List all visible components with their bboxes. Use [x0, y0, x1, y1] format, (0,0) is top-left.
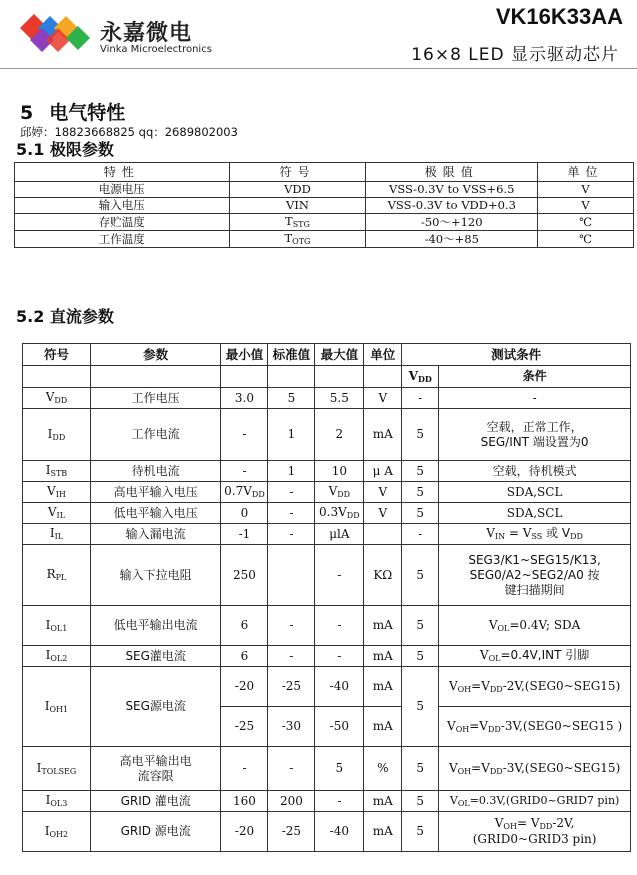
sym: I	[49, 526, 55, 540]
cell: 存贮温度	[15, 214, 230, 231]
cell: 5	[402, 461, 439, 482]
cell: mA	[364, 812, 402, 852]
sym: V	[47, 505, 57, 519]
cell: -	[221, 747, 268, 791]
cell	[439, 646, 631, 667]
cond-part: -2V,(SEG0~SEG15)	[502, 678, 621, 693]
sym-sub: TOLSEG	[41, 766, 77, 776]
cell: 5	[402, 545, 439, 606]
cell: -40～+85	[366, 231, 538, 248]
table-row	[23, 388, 631, 409]
cell: VSS-0.3V to VDD+0.3	[366, 198, 538, 214]
brand-name-en: Vinka Microelectronics	[100, 44, 212, 55]
sym-sub: DD	[417, 374, 432, 384]
cond-line: SEG0/A2~SEG2/A0 按	[469, 567, 600, 582]
col-header: 符号	[229, 163, 366, 182]
col-header: 标准值	[268, 344, 315, 366]
sym-sub: DD	[54, 396, 68, 405]
cell: 输入下拉电阻	[90, 545, 221, 606]
cell: GRID 灌电流	[90, 791, 221, 812]
cell: 电源电压	[15, 182, 230, 198]
cell: 空载，待机模式	[439, 461, 631, 482]
cell: -30	[268, 707, 315, 747]
cond-line: SEG/INT 端设置为0	[480, 434, 589, 449]
cell	[229, 214, 366, 231]
table-header-row	[23, 344, 631, 366]
cell: -50～+120	[366, 214, 538, 231]
sym: I	[45, 793, 51, 807]
cell	[439, 606, 631, 646]
cond-part: V	[488, 617, 498, 632]
sym-sub: OH2	[49, 829, 69, 839]
cond-part: =0.3V,(GRID0~GRID7 pin)	[469, 793, 620, 807]
sym: I	[45, 463, 51, 477]
cell: mA	[364, 646, 402, 667]
sym: I	[44, 698, 50, 713]
cell: V	[364, 503, 402, 524]
cell: -	[221, 461, 268, 482]
cell: V	[538, 198, 634, 214]
cond-line: SEG3/K1~SEG15/K13,	[468, 552, 601, 567]
cell: 5	[402, 409, 439, 461]
cell: -	[439, 388, 631, 409]
cell: -	[402, 524, 439, 545]
cell: 5	[402, 791, 439, 812]
cond-part: 或 V	[542, 526, 571, 540]
section-number: 5	[20, 102, 34, 124]
cell: 输入电压	[15, 198, 230, 214]
table-row	[23, 482, 631, 503]
sym: I	[45, 617, 51, 632]
cond-line: (GRID0~GRID3 pin)	[472, 832, 597, 846]
cell: -	[268, 503, 315, 524]
table-row	[23, 461, 631, 482]
cell: -	[268, 524, 315, 545]
cell: V	[538, 182, 634, 198]
cell	[364, 366, 402, 388]
cond-part: V	[449, 793, 458, 807]
cell: μlA	[315, 524, 364, 545]
cond-part: V	[479, 648, 489, 662]
val: 0.7V	[224, 484, 252, 498]
cell: mA	[364, 667, 402, 707]
cell: mA	[364, 606, 402, 646]
sym-sub: DD	[52, 432, 66, 442]
cell: 低电平输出电流	[90, 606, 221, 646]
sym-sub: IL	[54, 532, 64, 541]
cond-sub: OH	[503, 822, 517, 831]
cell: -	[221, 409, 268, 461]
cond-part: V	[486, 526, 495, 540]
sym: T	[284, 231, 293, 245]
cell	[229, 231, 366, 248]
cell	[23, 747, 91, 791]
contact-line: 邱婷：18823668825 qq：2689802003	[20, 125, 238, 139]
header-divider	[0, 68, 637, 69]
doc-subtitle: 16×8 LED 显示驱动芯片	[411, 45, 619, 65]
sym: V	[45, 390, 55, 404]
cell: -25	[221, 707, 268, 747]
cell: -1	[221, 524, 268, 545]
cell: μ A	[364, 461, 402, 482]
cond-part: V	[447, 718, 456, 733]
sym: I	[36, 760, 42, 775]
cond-sub: OH	[457, 766, 472, 776]
cell	[23, 461, 91, 482]
cell: 5	[402, 503, 439, 524]
cell	[315, 366, 364, 388]
table-row	[23, 606, 631, 646]
logo-diamonds-icon	[20, 14, 92, 54]
cell	[23, 646, 91, 667]
cell: 5	[402, 667, 439, 747]
col-header: 测试条件	[402, 344, 631, 366]
sym: I	[44, 823, 50, 838]
section-5-1-heading: 5.1 极限参数	[16, 140, 114, 159]
cell	[23, 503, 91, 524]
cond-part: -3V,(SEG0~SEG15)	[502, 760, 621, 775]
sym: T	[285, 214, 293, 228]
cell	[90, 747, 221, 791]
cell	[23, 791, 91, 812]
sym: V	[408, 369, 418, 383]
cond-sub: OL	[488, 654, 501, 663]
cell: 5	[402, 646, 439, 667]
cell	[402, 366, 439, 388]
dc-parameter-table	[22, 343, 631, 852]
brand-name-cn: 永嘉微电	[100, 21, 193, 46]
cell	[23, 482, 91, 503]
section-title: 电气特性	[49, 102, 126, 124]
table-subheader-row	[23, 366, 631, 388]
cell: V	[364, 482, 402, 503]
cond-part: V	[494, 816, 504, 830]
table-row	[23, 747, 631, 791]
cell: -	[402, 388, 439, 409]
cell	[23, 545, 91, 606]
cell	[23, 812, 91, 852]
val-sub: DD	[337, 490, 351, 499]
sym-sub: OH1	[49, 704, 69, 714]
absolute-max-table	[14, 162, 634, 248]
part-number: VK16K33AA	[495, 4, 623, 29]
cell: -20	[221, 812, 268, 852]
cell: -	[315, 606, 364, 646]
cell: 1	[268, 409, 315, 461]
cell	[439, 409, 631, 461]
cell	[439, 791, 631, 812]
sym: I	[45, 648, 51, 662]
cell: 5.5	[315, 388, 364, 409]
sym-sub: IH	[55, 490, 66, 499]
cell: -40	[315, 667, 364, 707]
table-row	[23, 791, 631, 812]
cell: -40	[315, 812, 364, 852]
cond-sub: IN	[494, 532, 506, 541]
cell: SDA,SCL	[439, 503, 631, 524]
cell: -	[268, 606, 315, 646]
table-row	[23, 409, 631, 461]
cond-sub: DD	[570, 532, 583, 541]
cell	[315, 482, 364, 503]
cell: -	[268, 482, 315, 503]
cond-sub: DD	[539, 822, 553, 831]
table-row	[23, 545, 631, 606]
cell	[23, 606, 91, 646]
cond-sub: OL	[457, 798, 470, 808]
table-header-row	[15, 163, 634, 182]
param-line: 流容限	[137, 768, 174, 783]
cell	[221, 366, 268, 388]
cell	[439, 747, 631, 791]
cell: -20	[221, 667, 268, 707]
cond-part: -3V,(SEG0~SEG15 )	[500, 718, 623, 733]
cell: -	[315, 646, 364, 667]
cell: 5	[402, 606, 439, 646]
col-header: 极限值	[366, 163, 538, 182]
cond-sub: OH	[455, 724, 470, 734]
sym-sub: OTG	[292, 237, 311, 246]
table-row	[15, 231, 634, 248]
cond-sub: OH	[457, 684, 472, 694]
val-sub: DD	[346, 511, 360, 520]
cell: ℃	[538, 214, 634, 231]
table-row	[23, 503, 631, 524]
col-header: 最小值	[221, 344, 268, 366]
cell: SDA,SCL	[439, 482, 631, 503]
cond-sub: DD	[489, 684, 503, 694]
cell: mA	[364, 791, 402, 812]
cell: -	[315, 545, 364, 606]
cell	[439, 707, 631, 747]
cond-part: -2V,	[552, 816, 575, 830]
table-row	[23, 812, 631, 852]
cell	[268, 545, 315, 606]
sym-sub: OL2	[50, 654, 68, 663]
cell: ℃	[538, 231, 634, 248]
cell: 160	[221, 791, 268, 812]
cell: 6	[221, 646, 268, 667]
val: V	[328, 484, 338, 498]
cell: SEG灌电流	[90, 646, 221, 667]
cell: 输入漏电流	[90, 524, 221, 545]
cond-part: =0.4V; SDA	[509, 617, 581, 632]
cond-sub: DD	[489, 766, 503, 776]
table-row	[23, 524, 631, 545]
cell	[23, 524, 91, 545]
cond-part: = V	[516, 816, 540, 830]
cell: -25	[268, 667, 315, 707]
cell: 待机电流	[90, 461, 221, 482]
col-header: 单位	[364, 344, 402, 366]
val-sub: DD	[251, 490, 265, 499]
cell: 工作电流	[90, 409, 221, 461]
cell	[23, 409, 91, 461]
cell: 高电平输入电压	[90, 482, 221, 503]
cell	[23, 366, 91, 388]
col-header: 单位	[538, 163, 634, 182]
cell: 0	[221, 503, 268, 524]
cond-part: =V	[469, 718, 488, 733]
table-row	[15, 214, 634, 231]
cond-line: 空载，正常工作，	[486, 419, 583, 434]
cell: VSS-0.3V to VSS+6.5	[366, 182, 538, 198]
col-header: 最大值	[315, 344, 364, 366]
table-row	[15, 182, 634, 198]
cell: 5	[402, 747, 439, 791]
cond-sub: OL	[497, 623, 510, 633]
cond-part: =V	[471, 678, 490, 693]
cond-part: V	[448, 760, 458, 775]
sym: V	[47, 484, 56, 498]
cell	[268, 366, 315, 388]
cell: 5	[315, 747, 364, 791]
cond-part: =0.4V,INT 引脚	[500, 648, 590, 662]
col-header: 符号	[23, 344, 91, 366]
cell	[439, 545, 631, 606]
col-header: 特性	[15, 163, 230, 182]
cond-line: 键扫描期间	[504, 582, 565, 597]
cell: 5	[268, 388, 315, 409]
cond-line	[439, 816, 630, 832]
cell	[364, 524, 402, 545]
cell: 6	[221, 606, 268, 646]
cell: KΩ	[364, 545, 402, 606]
sym-sub: OL1	[50, 623, 68, 633]
cell	[23, 388, 91, 409]
sym-sub: STG	[292, 220, 310, 229]
sym: I	[47, 426, 53, 441]
cell	[23, 667, 91, 747]
cell: -	[268, 646, 315, 667]
cell: V	[364, 388, 402, 409]
cell: 3.0	[221, 388, 268, 409]
cell: -	[315, 791, 364, 812]
cell: SEG源电流	[90, 667, 221, 747]
cond-part: = V	[505, 526, 532, 540]
section-5-heading	[20, 98, 125, 125]
cell: GRID 源电流	[90, 812, 221, 852]
cell: -	[268, 747, 315, 791]
cond-part: V	[448, 678, 458, 693]
sym-sub: OL3	[50, 799, 68, 808]
cell	[439, 812, 631, 852]
cell	[90, 366, 221, 388]
col-header: 参数	[90, 344, 221, 366]
cell: 250	[221, 545, 268, 606]
param-line: 高电平输出电	[119, 753, 192, 768]
cell: VIN	[229, 198, 366, 214]
cell: 5	[402, 482, 439, 503]
cell: mA	[364, 707, 402, 747]
cell: 工作电压	[90, 388, 221, 409]
cell: 低电平输入电压	[90, 503, 221, 524]
cell	[439, 667, 631, 707]
cell: 5	[402, 812, 439, 852]
cell: 2	[315, 409, 364, 461]
sym: R	[46, 567, 56, 581]
val: 0.3V	[319, 505, 347, 519]
cell	[439, 524, 631, 545]
sym-sub: PL	[55, 573, 67, 582]
cond-sub: DD	[487, 724, 501, 734]
cell: 10	[315, 461, 364, 482]
cell	[315, 503, 364, 524]
sym-sub: IL	[56, 511, 66, 520]
table-row	[23, 667, 631, 707]
table-row	[23, 646, 631, 667]
cell: -25	[268, 812, 315, 852]
table-row	[15, 198, 634, 214]
cell: 200	[268, 791, 315, 812]
cell: VDD	[229, 182, 366, 198]
cell: 工作温度	[15, 231, 230, 248]
cell: mA	[364, 409, 402, 461]
cell	[221, 482, 268, 503]
cond-part: =V	[471, 760, 490, 775]
company-logo	[20, 14, 230, 58]
cell: -50	[315, 707, 364, 747]
cell: %	[364, 747, 402, 791]
section-5-2-heading: 5.2 直流参数	[16, 307, 114, 326]
cell: 条件	[439, 366, 631, 388]
cell: 1	[268, 461, 315, 482]
sym-sub: STB	[50, 469, 68, 478]
cond-sub: SS	[531, 532, 543, 541]
